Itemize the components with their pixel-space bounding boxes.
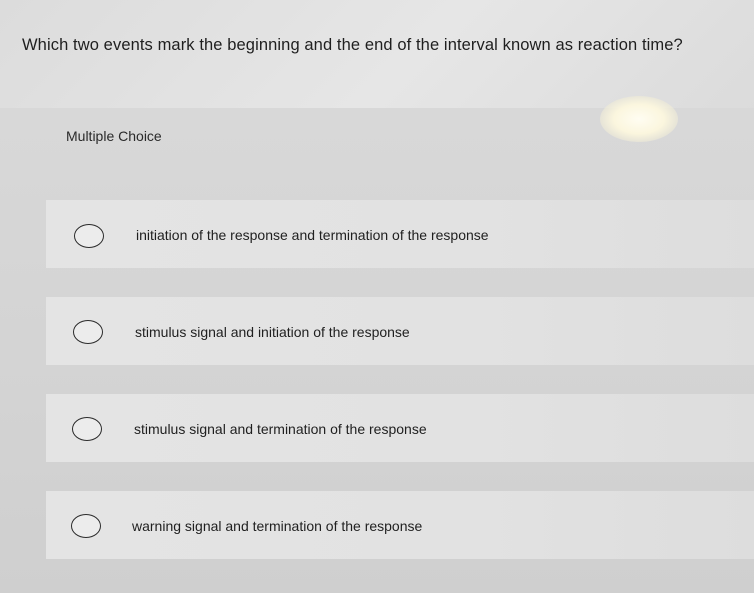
answer-option-2-label[interactable]: stimulus signal and initiation of the response [135,324,410,340]
answer-option-4-label[interactable]: warning signal and termination of the response [132,518,423,534]
question-type-label: Multiple Choice [66,128,162,144]
radio-button-option-4[interactable] [71,514,101,538]
question-text: Which two events mark the beginning and the end of the interval known as reaction time? [22,36,683,54]
radio-button-option-1[interactable] [74,224,104,248]
radio-button-option-3[interactable] [72,417,102,441]
answer-option-3-label[interactable]: stimulus signal and termination of the response [134,421,427,437]
radio-button-option-2[interactable] [73,320,103,344]
screen-glare [600,96,678,142]
answer-option-1-label[interactable]: initiation of the response and termination of the response [136,227,489,243]
